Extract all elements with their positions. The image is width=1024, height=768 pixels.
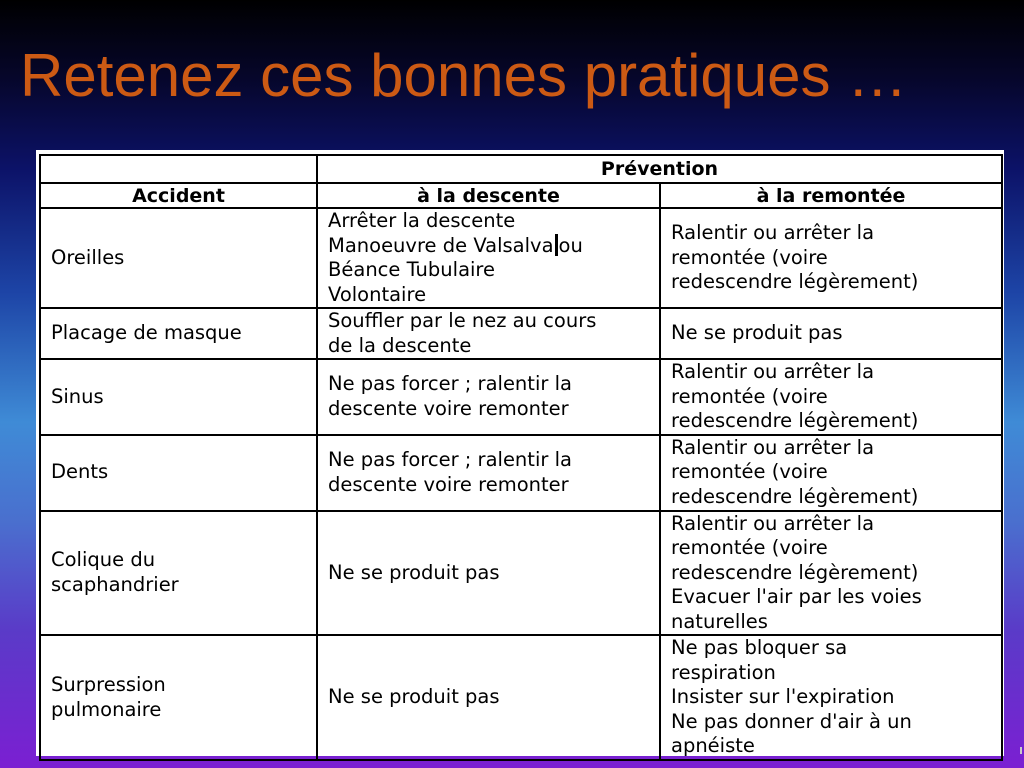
cell-accident: Colique du scaphandrier — [40, 511, 317, 636]
slide-title: Retenez ces bonnes pratiques … — [20, 42, 908, 109]
header-descente: à la descente — [317, 183, 660, 208]
cell-descente: Ne pas forcer ; ralentir la descente voire remonter — [317, 359, 660, 435]
table-row — [40, 635, 1002, 760]
cell-remontee: Ralentir ou arrêter la remontée (voire redescendre légèrement) — [660, 359, 1002, 435]
header-empty-cell — [40, 155, 317, 183]
header-accident: Accident — [40, 183, 317, 208]
cell-descente[interactable] — [317, 208, 660, 308]
header-prevention: Prévention — [317, 155, 1002, 183]
table-row — [40, 359, 1002, 435]
cell-remontee: Ne se produit pas — [660, 308, 1002, 359]
cell-descente-text-before-cursor: Arrêter la descente Manoeuvre de Valsalva — [328, 209, 554, 257]
table-row — [40, 435, 1002, 511]
cell-descente-text-after-cursor: ou Béance Tubulaire Volontaire — [328, 233, 583, 306]
cell-accident: Oreilles — [40, 208, 317, 308]
cell-remontee: Ralentir ou arrêter la remontée (voire redescendre légèrement) — [660, 208, 1002, 308]
table-row — [40, 308, 1002, 359]
cell-descente: Ne se produit pas — [317, 635, 660, 760]
prevention-table — [39, 154, 1003, 761]
text-cursor — [555, 234, 558, 256]
cell-accident: Sinus — [40, 359, 317, 435]
table-row — [40, 511, 1002, 636]
header-remontee: à la remontée — [660, 183, 1002, 208]
table-row — [40, 208, 1002, 308]
cell-accident: Dents — [40, 435, 317, 511]
cell-remontee: Ne pas bloquer sa respiration Insister sur l'expiration Ne pas donner d'air à un apnéiste — [660, 635, 1002, 760]
cell-descente: Souffler par le nez au cours de la descente — [317, 308, 660, 359]
cell-remontee: Ralentir ou arrêter la remontée (voire redescendre légèrement) — [660, 435, 1002, 511]
cell-remontee: Ralentir ou arrêter la remontée (voire redescendre légèrement) Evacuer l'air par les voies naturelles — [660, 511, 1002, 636]
table-header-row-group — [40, 155, 1002, 183]
cell-accident: Placage de masque — [40, 308, 317, 359]
table-header-row — [40, 183, 1002, 208]
cell-accident: Surpression pulmonaire — [40, 635, 317, 760]
prevention-table-container — [36, 150, 1004, 756]
slide-edge-mark — [1020, 747, 1022, 754]
cell-descente: Ne se produit pas — [317, 511, 660, 636]
cell-descente: Ne pas forcer ; ralentir la descente voire remonter — [317, 435, 660, 511]
